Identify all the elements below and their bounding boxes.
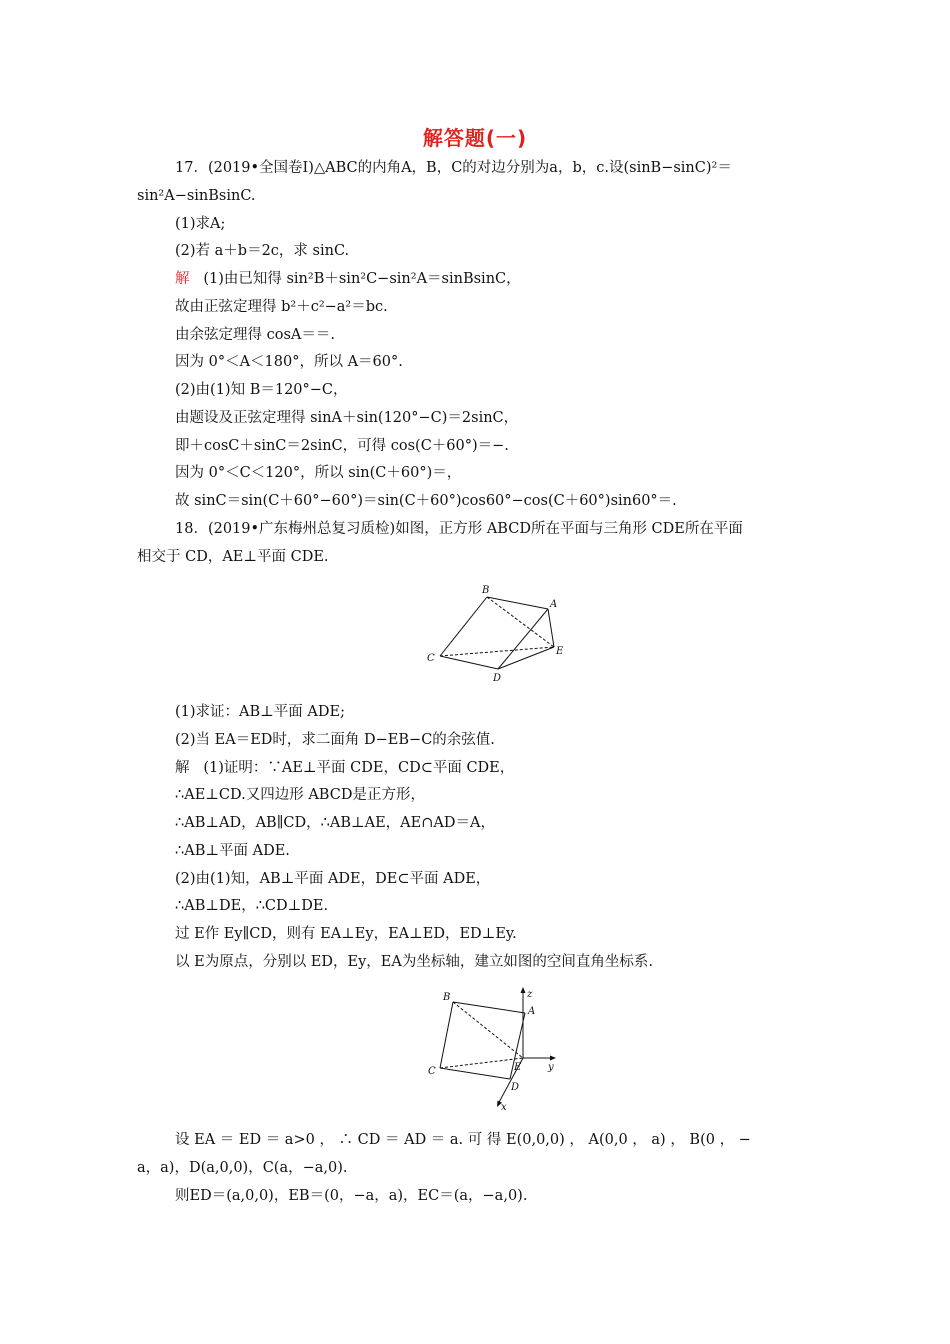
edge-CE: [440, 647, 554, 656]
text-line: 相交于 CD，AE⊥平面 CDE.: [137, 549, 329, 565]
page-title: 解答题(一): [422, 126, 528, 150]
text-line: ∴AE⊥CD.又四边形 ABCD是正方形，: [175, 787, 425, 803]
edge-BA: [453, 1002, 525, 1013]
edge-BC: [440, 597, 487, 656]
solution-line: 解 (1)证明：∵AE⊥平面 CDE，CD⊂平面 CDE，: [175, 760, 515, 776]
text-line: ∴AB⊥DE，∴CD⊥DE.: [175, 898, 329, 914]
arrow-z: [521, 987, 526, 993]
label-C: C: [427, 653, 435, 664]
text-line: (2)当 EA＝ED时，求二面角 D−EB−C的余弦值.: [175, 732, 495, 748]
text-line: 故由正弦定理得 b²＋c²−a²＝bc.: [175, 299, 388, 315]
edge-BA: [487, 597, 548, 609]
solution-mark: 解: [175, 760, 190, 776]
arrow-y: [550, 1056, 556, 1061]
label-A: A: [550, 599, 558, 610]
label-x: x: [501, 1102, 507, 1111]
label-D: D: [511, 1082, 520, 1093]
edge-CD: [440, 656, 498, 669]
text-line: 过 E作 Ey∥CD，则有 EA⊥Ey，EA⊥ED，ED⊥Ey.: [175, 926, 517, 942]
label-z: z: [527, 989, 533, 1000]
text-line: (2)由(1)知 B＝120°−C，: [175, 382, 348, 398]
text-line: ∴AB⊥平面 ADE.: [175, 843, 290, 859]
solution-mark: 解: [175, 271, 190, 287]
edge-BC: [440, 1002, 453, 1068]
label-E: E: [514, 1062, 522, 1073]
text-line: ∴AB⊥AD，AB∥CD，∴AB⊥AE，AE∩AD＝A，: [175, 815, 495, 831]
text-line: (2)由(1)知，AB⊥平面 ADE，DE⊂平面 ADE，: [175, 871, 491, 887]
text-line: 由题设及正弦定理得 sinA＋sin(120°−C)＝2sinC，: [175, 410, 519, 426]
label-B: B: [443, 992, 451, 1003]
edge-BE: [453, 1002, 523, 1058]
text-line: 即＋cosC＋sinC＝2sinC，可得 cos(C＋60°)＝−.: [175, 438, 509, 454]
text-line: (1)求A;: [175, 216, 226, 232]
text-line: (2)若 a＋b＝2c，求 sinC.: [175, 243, 350, 259]
text-line: 17．(2019•全国卷Ⅰ)△ABC的内角A，B，C的对边分别为a，b，c.设(sinB−sinC)²＝: [175, 160, 732, 176]
edge-AE: [548, 609, 554, 647]
label-C: C: [428, 1066, 436, 1077]
text-line: 则ED＝(a,0,0)，EB＝(0，−a，a)，EC＝(a，−a,0).: [175, 1188, 528, 1204]
edge-CE: [440, 1058, 523, 1068]
figure-pyramid: [420, 580, 570, 690]
label-y: y: [548, 1062, 554, 1073]
text-line: 18．(2019•广东梅州总复习质检)如图，正方形 ABCD所在平面与三角形 CDE所在平面: [175, 521, 743, 537]
edge-DA: [498, 609, 548, 669]
label-E: E: [556, 646, 564, 657]
label-B: B: [482, 585, 490, 596]
text-line: (1)求证：AB⊥平面 ADE;: [175, 704, 345, 720]
text-line: a，a)，D(a,0,0)，C(a，−a,0).: [137, 1160, 348, 1176]
figure-coordinate-system: [420, 986, 570, 1111]
label-A: A: [528, 1006, 536, 1017]
text-line: 以 E为原点，分别以 ED，Ey，EA为坐标轴，建立如图的空间直角坐标系.: [175, 954, 653, 970]
label-D: D: [493, 673, 502, 684]
solution-line: 解 (1)由已知得 sin²B＋sin²C−sin²A＝sinBsinC，: [175, 271, 521, 287]
text-line: 由余弦定理得 cosA＝＝.: [175, 327, 335, 343]
text-line: 故 sinC＝sin(C＋60°−60°)＝sin(C＋60°)cos60°−cos(C＋60°)sin60°＝.: [175, 493, 677, 509]
text-line: 因为 0°＜A＜180°，所以 A＝60°.: [175, 354, 403, 370]
text-line: sin²A−sinBsinC.: [137, 188, 256, 204]
text-line: 设 EA ＝ ED ＝ a>0 ， ∴ CD ＝ AD ＝ a. 可 得 E(0,0,0) ， A(0,0 ， a) ， B(0 ， −: [175, 1132, 751, 1148]
edge-BE: [487, 597, 554, 647]
edge-CD: [440, 1068, 510, 1079]
text-line: 因为 0°＜C＜120°，所以 sin(C＋60°)＝，: [175, 465, 462, 481]
